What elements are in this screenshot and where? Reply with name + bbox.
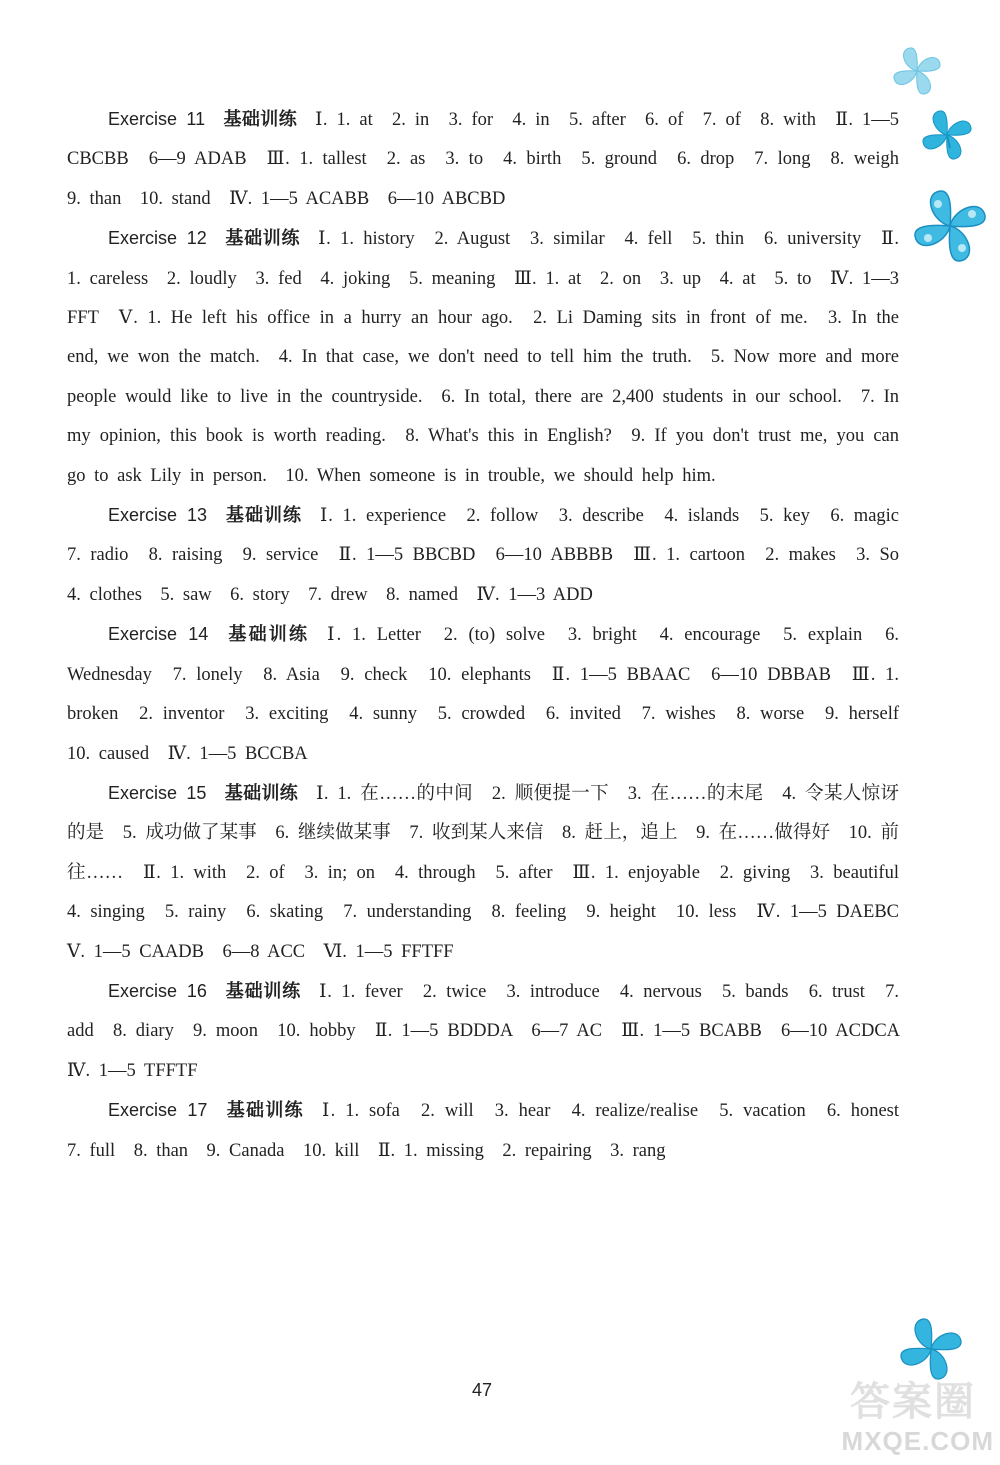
exercise-answers: Ⅰ. 1. at 2. in 3. for 4. in 5. after 6. of 7. of 8. with Ⅱ. 1—5 CBCBB 6—9 ADAB Ⅲ. 1. tallest 2. as 3. to 4. birth 5. ground 6. drop 7. long 8. weigh 9. than 10. stand Ⅳ. 1—5 ACABB 6—10 ABCBD xyxy=(67,110,918,209)
exercise-title: Exercise 15 xyxy=(108,782,207,803)
exercise-15 xyxy=(67,774,918,972)
exercise-title: Exercise 16 xyxy=(108,980,207,1001)
exercise-title: Exercise 14 xyxy=(108,624,209,645)
exercise-title: Exercise 17 xyxy=(108,1100,208,1121)
clover-decoration-medium-icon xyxy=(912,100,982,170)
exercise-11 xyxy=(67,100,918,219)
exercise-answers: Ⅰ. 1. experience 2. follow 3. describe 4. islands 5. key 6. magic 7. radio 8. raising 9. service Ⅱ. 1—5 BBCBD 6—10 ABBBB Ⅲ. 1. cartoon 2. makes 3. So 4. clothes 5. saw 6. story 7. drew 8. named Ⅳ. 1—3 ADD xyxy=(67,506,918,605)
exercise-subtitle: 基础训练 xyxy=(224,980,302,1002)
exercise-13 xyxy=(67,496,918,615)
answer-content xyxy=(67,100,918,1171)
exercise-subtitle: 基础训练 xyxy=(224,228,301,250)
exercise-subtitle: 基础训练 xyxy=(224,782,299,804)
exercise-answers: Ⅰ. 1. fever 2. twice 3. introduce 4. nervous 5. bands 6. trust 7. add 8. diary 9. moon 10. hobby Ⅱ. 1—5 BDDDA 6—7 AC Ⅲ. 1—5 BCABB 6—10 ACDCA Ⅳ. 1—5 TFFTF xyxy=(67,981,918,1081)
clover-decoration-large-icon xyxy=(900,176,1000,276)
exercise-12 xyxy=(67,219,899,496)
watermark-logo xyxy=(764,1379,994,1457)
clover-decoration-small-icon xyxy=(884,38,950,104)
exercise-title: Exercise 12 xyxy=(108,228,207,249)
exercise-answers: Ⅰ. 1. Letter 2. (to) solve 3. bright 4. encourage 5. explain 6. Wednesday 7. lonely 8. Asia 9. check 10. elephants Ⅱ. 1—5 BBAAC 6—10 DBBAB Ⅲ. 1. broken 2. inventor 3. exciting 4. sunny 5. crowded 6. invited 7. wishes 8. worse 9. herself 10. caused Ⅳ. 1—5 BCCBA xyxy=(67,625,918,764)
exercise-answers: Ⅰ. 1. 在……的中间 2. 顺便提一下 3. 在……的末尾 4. 令某人惊讶的是 5. 成功做了某事 6. 继续做某事 7. 收到某人来信 8. 赶上，追上 9. 在……做得好 10. 前往…… Ⅱ. 1. with 2. of 3. in; on 4. through 5. after Ⅲ. 1. enjoyable 2. giving 3. beautiful 4. singing 5. rainy 6. skating 7. understanding 8. feeling 9. height 10. less Ⅳ. 1—5 DAEBC Ⅴ. 1—5 CAADB 6—8 ACC Ⅵ. 1—5 FFTFF xyxy=(67,783,918,962)
watermark-chinese: 答案圈 xyxy=(850,1379,976,1425)
exercise-subtitle: 基础训练 xyxy=(226,624,310,646)
page-number: 47 xyxy=(471,1380,493,1400)
exercise-16 xyxy=(67,972,918,1091)
exercise-answers: Ⅰ. 1. sofa 2. will 3. hear 4. realize/realise 5. vacation 6. honest 7. full 8. than 9. Canada 10. kill Ⅱ. 1. missing 2. repairing 3. rang xyxy=(67,1101,918,1161)
exercise-14 xyxy=(67,615,918,774)
exercise-subtitle: 基础训练 xyxy=(225,505,302,527)
exercise-17 xyxy=(67,1091,918,1171)
exercise-subtitle: 基础训练 xyxy=(225,1100,304,1122)
exercise-title: Exercise 11 xyxy=(108,109,206,129)
exercise-subtitle: 基础训练 xyxy=(223,109,298,130)
exercise-answers: Ⅰ. 1. history 2. August 3. similar 4. fell 5. thin 6. university Ⅱ. 1. careless 2. loudly 3. fed 4. joking 5. meaning Ⅲ. 1. at 2. on 3. up 4. at 5. to Ⅳ. 1—3 FFT Ⅴ. 1. He left his office in a hurry an hour ago. 2. Li Daming sits in front of me. 3. In the end, we won the match. 4. In that case, we don't need to tell him the truth. 5. Now more and more people would like to live in the countryside. 6. In total, there are 2,400 students in our school. 7. In my opinion, this book is worth reading. 8. What's this in English? 9. If you don't trust me, you can go to ask Lily in person. 10. When someone is in trouble, we should help him. xyxy=(67,229,899,486)
watermark-url: MXQE.COM xyxy=(841,1426,994,1456)
exercise-title: Exercise 13 xyxy=(108,505,208,526)
